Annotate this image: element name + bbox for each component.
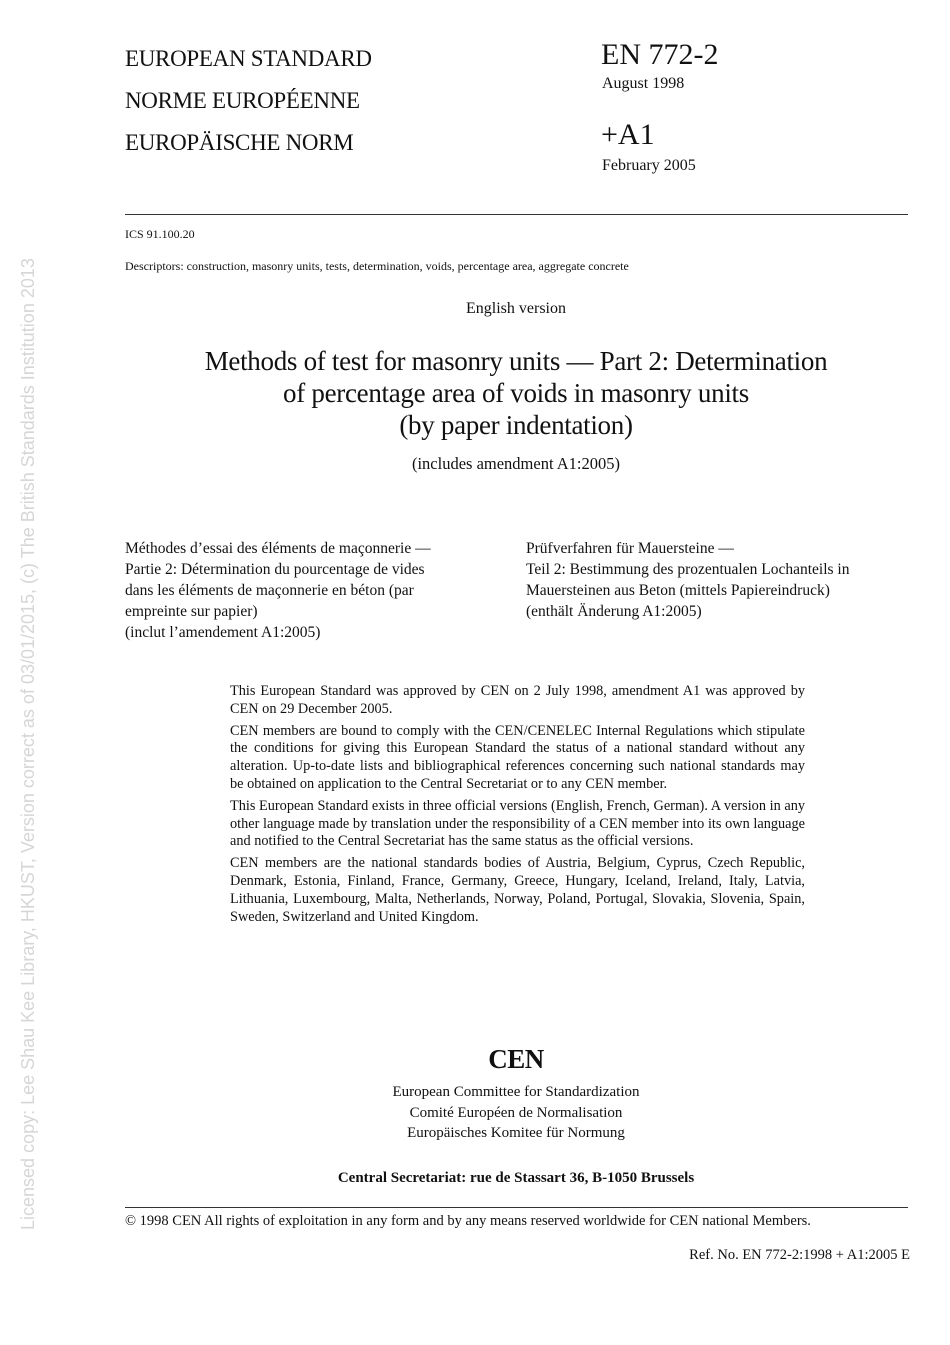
amendment-number: +A1 <box>601 118 655 151</box>
title-line-3: (by paper indentation) <box>399 410 633 440</box>
german-title-line: Prüfverfahren für Mauersteine — <box>526 540 734 557</box>
german-title-line: (enthält Änderung A1:2005) <box>526 603 702 620</box>
standard-name-en: EUROPEAN STANDARD <box>125 46 372 71</box>
french-title-line: dans les éléments de maçonnerie en béton (par <box>125 582 414 599</box>
approval-text <box>230 683 805 930</box>
french-title-line: (inclut l’amendement A1:2005) <box>125 624 321 641</box>
body-paragraph: CEN members are the national standards bodies of Austria, Belgium, Cyprus, Czech Republic, Denmark, Estonia, Finland, France, Germany, Greece, Hungary, Iceland, Ireland, Italy, Latvia, Lithuania, Luxembourg, Malta, Netherlands, Norway, Poland, Portugal, Slovakia, Slovenia, Spain, Sweden, Switzerland and United Kingdom. <box>230 855 805 925</box>
cen-name-line: Comité Européen de Normalisation <box>409 1104 623 1121</box>
amendment-date: February 2005 <box>602 157 696 174</box>
footer-divider <box>125 1207 908 1208</box>
central-secretariat: Central Secretariat: rue de Stassart 36, B-1050 Brussels <box>337 1170 695 1186</box>
reference-number: Ref. No. EN 772-2:1998 + A1:2005 E <box>689 1247 910 1263</box>
document-title <box>116 345 916 441</box>
french-title <box>125 538 505 643</box>
cen-name-line: European Committee for Standardization <box>392 1084 640 1100</box>
descriptors: Descriptors: construction, masonry units, tests, determination, voids, percentage area, aggregate concrete <box>125 259 629 273</box>
title-line-1: Methods of test for masonry units — Part 2: Determination <box>204 346 828 376</box>
title-line-2: of percentage area of voids in masonry units <box>283 378 749 408</box>
cen-logo: CEN <box>488 1044 544 1074</box>
standard-number: EN 772-2 <box>601 38 719 71</box>
body-paragraph: This European Standard was approved by CEN on 2 July 1998, amendment A1 was approved by CEN on 29 December 2005. <box>230 683 805 717</box>
ics-code: ICS 91.100.20 <box>125 227 195 241</box>
french-title-line: Méthodes d’essai des éléments de maçonnerie — <box>125 540 431 557</box>
version-label: English version <box>466 300 566 317</box>
header-divider <box>125 214 908 215</box>
standard-name-fr: NORME EUROPÉENNE <box>125 88 360 113</box>
french-title-line: Partie 2: Détermination du pourcentage de vides <box>125 561 425 578</box>
german-title-line: Teil 2: Bestimmung des prozentualen Lochanteils in <box>526 561 850 578</box>
body-paragraph: CEN members are bound to comply with the CEN/CENELEC Internal Regulations which stipulate the conditions for giving this European Standard the status of a national standard without any alteration. Up-to-date lists and bibliographical references concerning such national standards may be obtained on application to the Central Secretariat or to any CEN member. <box>230 722 805 792</box>
german-title-line: Mauersteinen aus Beton (mittels Papiereindruck) <box>526 582 830 599</box>
german-title <box>526 538 916 622</box>
french-title-line: empreinte sur papier) <box>125 603 258 620</box>
standard-name-de: EUROPÄISCHE NORM <box>125 130 354 155</box>
license-watermark: Licensed copy: Lee Shau Kee Library, HKUST, Version correct as of 03/01/2015, (c) The British Standards Institution 2013 <box>18 258 38 1230</box>
standard-date: August 1998 <box>602 75 685 92</box>
copyright-notice: © 1998 CEN All rights of exploitation in any form and by any means reserved worldwide for CEN national Members. <box>125 1213 811 1229</box>
amendment-note: (includes amendment A1:2005) <box>411 454 621 473</box>
body-paragraph: This European Standard exists in three official versions (English, French, German). A version in any other language made by translation under the responsibility of a CEN member into its own language and notified to the Central Secretariat has the same status as the official versions. <box>230 797 805 850</box>
cen-names <box>316 1082 716 1144</box>
cen-name-line: Europäisches Komitee für Normung <box>407 1125 625 1141</box>
